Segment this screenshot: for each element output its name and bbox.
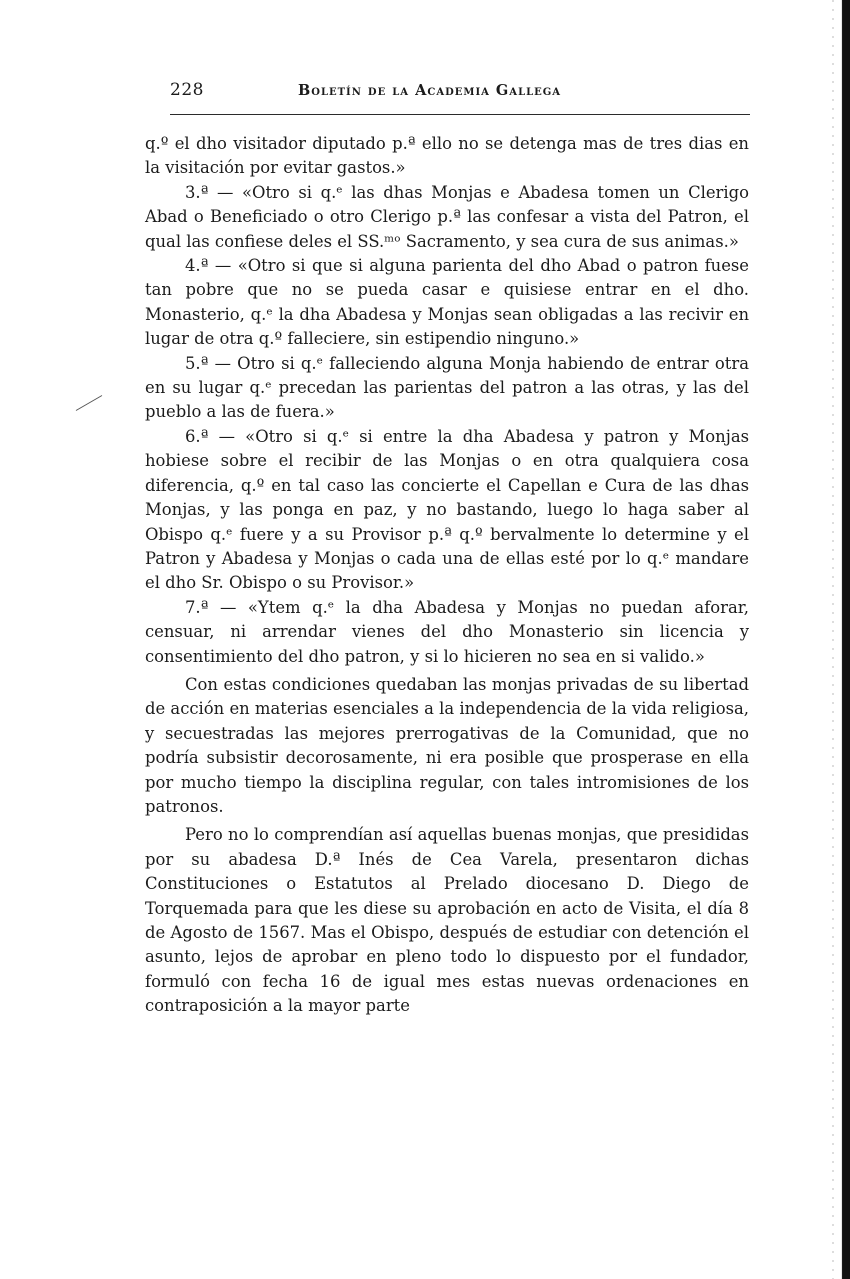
paragraph-continuation: q.º el dho visitador diputado p.ª ello no se detenga mas de tres dias en la visitación por evitar gastos.»: [145, 134, 749, 178]
paragraph-item-3: 3.ª — «Otro si q.ᵉ las dhas Monjas e Abadesa tomen un Clerigo Abad o Beneficiado o otro Clerigo p.ª las confesar a vista del Patron, el qual las confiese deles el SS.ᵐᵒ Sacramento, y sea cura de sus animas.»: [145, 182, 749, 251]
scan-edge-shadow: [836, 0, 850, 1279]
paragraph-item-4: 4.ª — «Otro si que si alguna parienta del dho Abad o patron fuese tan pobre que no se pueda casar e quisiese entrar en el dho. Monasterio, q.ᵉ la dha Abadesa y Monjas sean obligadas a las recivir en lugar de otra q.º falleciere, sin estipendio ninguno.»: [145, 256, 749, 349]
paragraph-item-6: 6.ª — «Otro si q.ᵉ si entre la dha Abadesa y patron y Monjas hobiese sobre el recibir de las Monjas o en otra qualquiera cosa diferencia, q.º en tal caso las concierte el Capellan e Cura de las dhas Monjas, y las ponga en paz, y no bastando, luego lo haga saber al Obispo q.ᵉ fuere y a su Provisor p.ª q.º bervalmente lo determine y el Patron y Abadesa y Monjas o cada una de ellas esté por lo q.ᵉ mandare el dho Sr. Obispo o su Provisor.»: [145, 426, 749, 593]
paragraph-commentary: Con estas condiciones quedaban las monjas privadas de su libertad de acción en materias esenciales a la independencia de la vida religiosa, y secuestradas las mejores prerrogativas de la Comunidad, que no podría subsistir decorosamente, ni era posible que prosperase en ella por mucho tiempo la disciplina regular, con tales intromisiones de los patronos.: [145, 674, 749, 816]
paragraph-item-7: 7.ª — «Ytem q.ᵉ la dha Abadesa y Monjas no puedan aforar, censuar, ni arrendar vienes del dho Monasterio sin licencia y consentimiento del dho patron, y si lo hicieren no sea en si valido.»: [145, 597, 749, 666]
running-head: [170, 80, 750, 110]
journal-title: Boletín de la Academia Gallega: [298, 82, 562, 99]
header-rule: [170, 114, 750, 115]
margin-pencil-mark: [76, 395, 102, 411]
body-text: [145, 132, 749, 1019]
scan-edge-speckle: [832, 0, 834, 1279]
page-number: 228: [170, 80, 204, 100]
paragraph-item-5: 5.ª — Otro si q.ᵉ falleciendo alguna Monja habiendo de entrar otra en su lugar q.ᵉ precedan las parientas del patron a las otras, y las del pueblo a las de fuera.»: [145, 353, 749, 422]
paragraph-narrative: Pero no lo comprendían así aquellas buenas monjas, que presididas por su abadesa D.ª Inés de Cea Varela, presentaron dichas Constituciones o Estatutos al Prelado diocesano D. Diego de Torquemada para que les diese su aprobación en acto de Visita, el día 8 de Agosto de 1567. Mas el Obispo, después de estudiar con detención el asunto, lejos de aprobar en pleno todo lo dispuesto por el fundador, formuló con fecha 16 de igual mes estas nuevas ordenaciones en contraposición a la mayor parte: [145, 825, 749, 1016]
